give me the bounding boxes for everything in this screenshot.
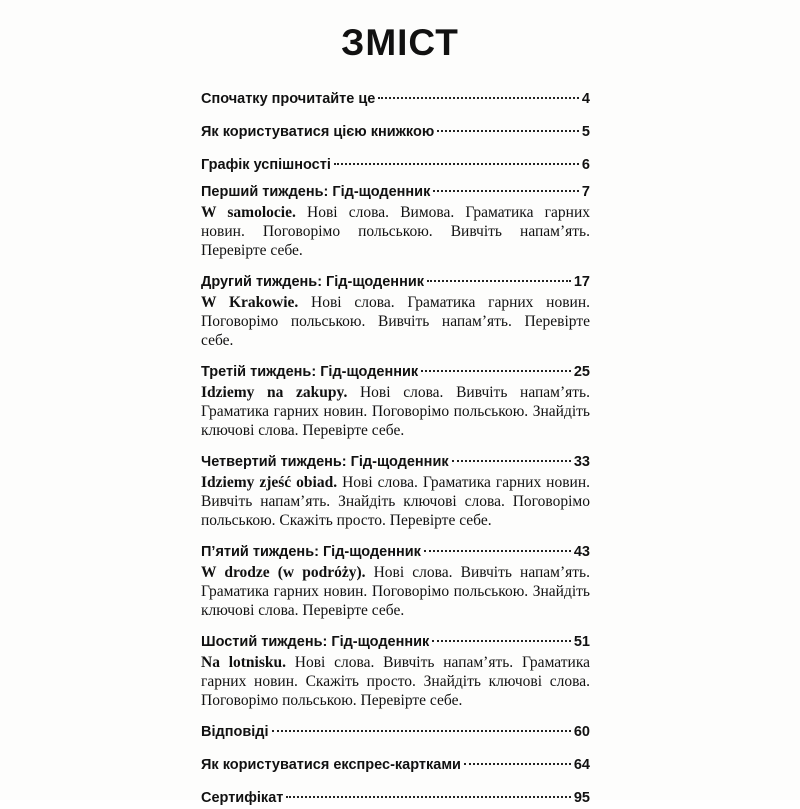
dot-leader <box>424 550 571 552</box>
lesson-title: W Krakowie. <box>201 294 299 311</box>
toc-page-number: 64 <box>573 757 590 773</box>
toc-entry-week-1[interactable] <box>201 181 590 260</box>
toc-page-number: 5 <box>581 124 590 140</box>
toc-page-number: 51 <box>573 634 590 650</box>
toc-entry-how-to-use[interactable] <box>201 121 590 143</box>
toc-entry-progress-chart[interactable] <box>201 154 590 176</box>
toc-page-number: 95 <box>573 790 590 806</box>
toc-entry-week-5[interactable] <box>201 541 590 620</box>
toc-entry-week-6[interactable] <box>201 631 590 710</box>
toc-entry-week-3[interactable] <box>201 361 590 440</box>
toc-entry-heading <box>201 88 590 110</box>
toc-page-number: 60 <box>573 724 590 740</box>
dot-leader <box>286 796 571 798</box>
lesson-topics: Нові слова. Граматика гарних новин. Вивчіть напам’ять. Знайдіть ключові слова. Поговорімо польською. Скажіть просто. Перевірте себе. <box>201 474 591 529</box>
lesson-topics: Нові слова. Вивчіть напам’ять. Граматика гарних новин. Поговорімо польською. Знайдіть ключові слова. Перевірте себе. <box>201 384 591 439</box>
toc-entry-description <box>201 383 590 440</box>
toc-page-number: 43 <box>573 544 590 560</box>
lesson-title: Idziemy na zakupy. <box>201 384 348 401</box>
toc-entry-heading <box>201 631 590 653</box>
lesson-title: Na lotnisku. <box>201 654 287 671</box>
toc-entry-heading <box>201 451 590 473</box>
toc-entry-heading <box>201 154 590 176</box>
toc-entry-label: Як користуватися експрес-картками <box>201 757 461 773</box>
toc-entry-label: Сертифікат <box>201 790 284 806</box>
toc-page-number: 6 <box>581 157 590 173</box>
dot-leader <box>334 163 579 165</box>
toc-entry-label: Як користуватися цією книжкою <box>201 124 435 140</box>
dot-leader <box>272 730 571 732</box>
page-title: ЗМІСТ <box>341 22 459 63</box>
lesson-title: W drodze (w podróży). <box>201 564 366 581</box>
toc-entry-label: Відповіді <box>201 724 269 740</box>
lesson-topics: Нові слова. Вимова. Граматика гарних новин. Поговорімо польською. Вивчіть напам’ять. Перевірте себе. <box>201 204 590 259</box>
lesson-title: Idziemy zjeść obiad. <box>201 474 338 491</box>
lesson-topics: Нові слова. Вивчіть напам’ять. Граматика гарних новин. Скажіть просто. Знайдіть ключові слова. Поговорімо польською. Перевірте себе. <box>201 654 590 709</box>
toc-entry-label: Четвертий тиждень: Гід-щоденник <box>201 454 449 470</box>
toc-entry-flashcards[interactable] <box>201 754 590 776</box>
toc-entry-heading <box>201 121 590 143</box>
dot-leader <box>432 640 571 642</box>
table-of-contents <box>201 88 590 809</box>
dot-leader <box>437 130 579 132</box>
toc-entry-answers[interactable] <box>201 721 590 743</box>
toc-entry-label: Другий тиждень: Гід-щоденник <box>201 274 424 290</box>
toc-entry-heading <box>201 271 590 293</box>
dot-leader <box>427 280 571 282</box>
lesson-topics: Нові слова. Вивчіть напам’ять. Граматика гарних новин. Поговорімо польською. Знайдіть ключові слова. Перевірте себе. <box>201 564 590 619</box>
toc-entry-label: Шостий тиждень: Гід-щоденник <box>201 634 430 650</box>
toc-entry-description <box>201 563 590 620</box>
toc-entry-week-4[interactable] <box>201 451 590 530</box>
toc-entry-read-first[interactable] <box>201 88 590 110</box>
toc-entry-heading <box>201 361 590 383</box>
toc-entry-label: Третій тиждень: Гід-щоденник <box>201 364 419 380</box>
toc-entry-label: Графік успішності <box>201 157 331 173</box>
toc-page-number: 33 <box>573 454 590 470</box>
toc-page-number: 7 <box>581 184 590 200</box>
toc-entry-description <box>201 293 590 350</box>
toc-entry-certificate[interactable] <box>201 787 590 809</box>
lesson-topics: Нові слова. Граматика гарних новин. Поговорімо польською. Вивчіть напам’ять. Перевірте себе. <box>201 294 591 349</box>
dot-leader <box>464 763 571 765</box>
lesson-title: W samolocie. <box>201 204 296 221</box>
dot-leader <box>378 97 579 99</box>
toc-entry-week-2[interactable] <box>201 271 590 350</box>
toc-entry-heading <box>201 787 590 809</box>
dot-leader <box>433 190 579 192</box>
toc-entry-heading <box>201 754 590 776</box>
toc-entry-description <box>201 203 590 260</box>
toc-page-number: 4 <box>581 91 590 107</box>
toc-entry-label: П’ятий тиждень: Гід-щоденник <box>201 544 421 560</box>
toc-entry-heading <box>201 721 590 743</box>
toc-entry-label: Спочатку прочитайте це <box>201 91 376 107</box>
dot-leader <box>421 370 571 372</box>
toc-page-number: 25 <box>573 364 590 380</box>
toc-entry-label: Перший тиждень: Гід-щоденник <box>201 184 431 200</box>
toc-entry-description <box>201 653 590 710</box>
dot-leader <box>452 460 571 462</box>
toc-entry-heading <box>201 181 590 203</box>
toc-entry-description <box>201 473 590 530</box>
toc-entry-heading <box>201 541 590 563</box>
toc-page-number: 17 <box>573 274 590 290</box>
